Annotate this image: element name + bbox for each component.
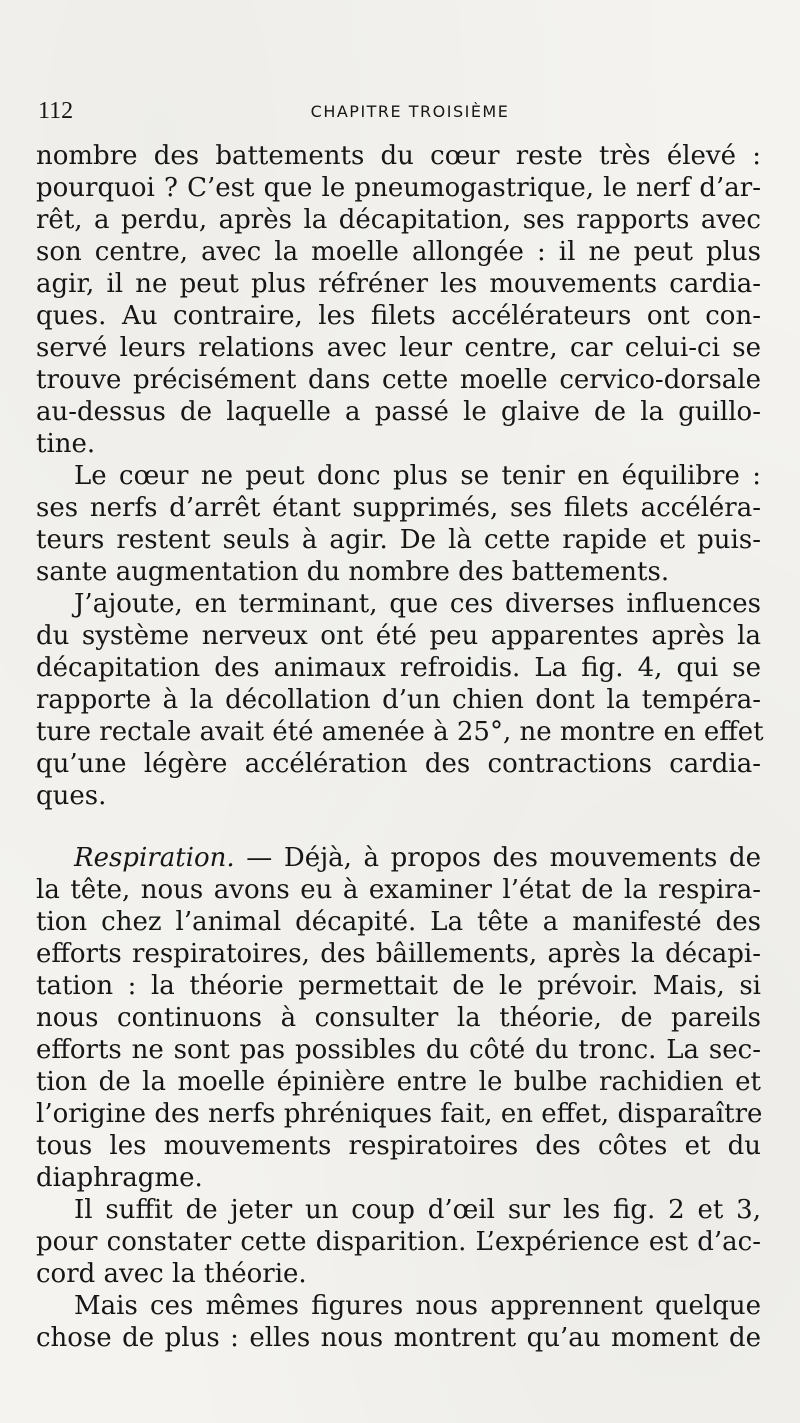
- text-line: chose de plus : elles nous montrent qu’au moment de: [36, 1323, 761, 1353]
- text-line: tion de la moelle épinière entre le bulbe rachidien et: [36, 1067, 761, 1097]
- paragraph: [36, 460, 761, 588]
- body-text: [36, 140, 764, 1354]
- text-line: nombre des battements du cœur reste très élevé :: [36, 141, 761, 171]
- text-line: tine.: [36, 429, 96, 459]
- text-line: Il suffit de jeter un coup d’œil sur les fig. 2 et 3,: [74, 1195, 761, 1225]
- paragraph: [36, 140, 761, 460]
- paragraph: [36, 1194, 761, 1290]
- text-line: Le cœur ne peut donc plus se tenir en équilibre :: [74, 461, 761, 491]
- paragraph: [36, 1290, 761, 1354]
- text-line: efforts respiratoires, des bâillements, après la décapi-: [36, 939, 761, 969]
- text-line: pour constater cette disparition. L’expérience est d’ac-: [36, 1227, 761, 1257]
- text-line: [36, 842, 761, 874]
- section-gap: [36, 812, 761, 842]
- text-line: trouve précisément dans cette moelle cervico-dorsale: [36, 365, 761, 395]
- paragraph: [36, 842, 761, 1194]
- text-line: sante augmentation du nombre des battements.: [36, 557, 670, 587]
- text-line: J’ajoute, en terminant, que ces diverses influences: [74, 589, 761, 619]
- text-line: ques.: [36, 781, 107, 811]
- paragraph: [36, 588, 764, 812]
- text-line: son centre, avec la moelle allongée : il ne peut plus: [36, 237, 761, 267]
- text-line: du système nerveux ont été peu apparentes après la: [36, 621, 761, 651]
- text-line: tion chez l’animal décapité. La tête a manifesté des: [36, 907, 761, 937]
- text-line: agir, il ne peut plus réfréner les mouvements cardia-: [36, 269, 761, 299]
- text-line: qu’une légère accélération des contractions cardia-: [36, 749, 761, 779]
- text-line: tation : la théorie permettait de le prévoir. Mais, si: [36, 971, 761, 1001]
- text-line: nous continuons à consulter la théorie, de pareils: [36, 1003, 761, 1033]
- text-line: ques. Au contraire, les filets accélérateurs ont con-: [36, 301, 761, 331]
- text-line: la tête, nous avons eu à examiner l’état de la respira-: [36, 875, 761, 905]
- text-line: Mais ces mêmes figures nous apprennent quelque: [74, 1291, 761, 1321]
- text-line: efforts ne sont pas possibles du côté du tronc. La sec-: [36, 1035, 761, 1065]
- text-line: ses nerfs d’arrêt étant supprimés, ses filets accéléra-: [36, 493, 761, 523]
- text-line: servé leurs relations avec leur centre, car celui-ci se: [36, 333, 761, 363]
- text-run: — Déjà, à propos des mouvements de: [234, 843, 761, 873]
- text-line: cord avec la théorie.: [36, 1259, 307, 1289]
- section-heading: Respiration.: [74, 843, 235, 873]
- page-number: 112: [38, 98, 74, 124]
- text-line: rêt, a perdu, après la décapitation, ses rapports avec: [36, 205, 761, 235]
- chapter-title: CHAPITRE TROISIÈME: [310, 102, 510, 121]
- text-line: pourquoi ? C’est que le pneumogastrique, le nerf d’ar-: [36, 173, 761, 203]
- text-line: l’origine des nerfs phréniques fait, en effet, disparaître: [36, 1099, 763, 1129]
- text-line: au-dessus de laquelle a passé le glaive de la guillo-: [36, 397, 761, 427]
- text-line: diaphragme.: [36, 1163, 203, 1193]
- text-line: rapporte à la décollation d’un chien dont la tempéra-: [36, 685, 761, 715]
- running-head: [38, 98, 762, 126]
- text-line: décapitation des animaux refroidis. La fig. 4, qui se: [36, 653, 761, 683]
- text-line: teurs restent seuls à agir. De là cette rapide et puis-: [36, 525, 761, 555]
- text-line: tous les mouvements respiratoires des côtes et du: [36, 1131, 761, 1161]
- text-line: ture rectale avait été amenée à 25°, ne montre en effet: [36, 717, 764, 747]
